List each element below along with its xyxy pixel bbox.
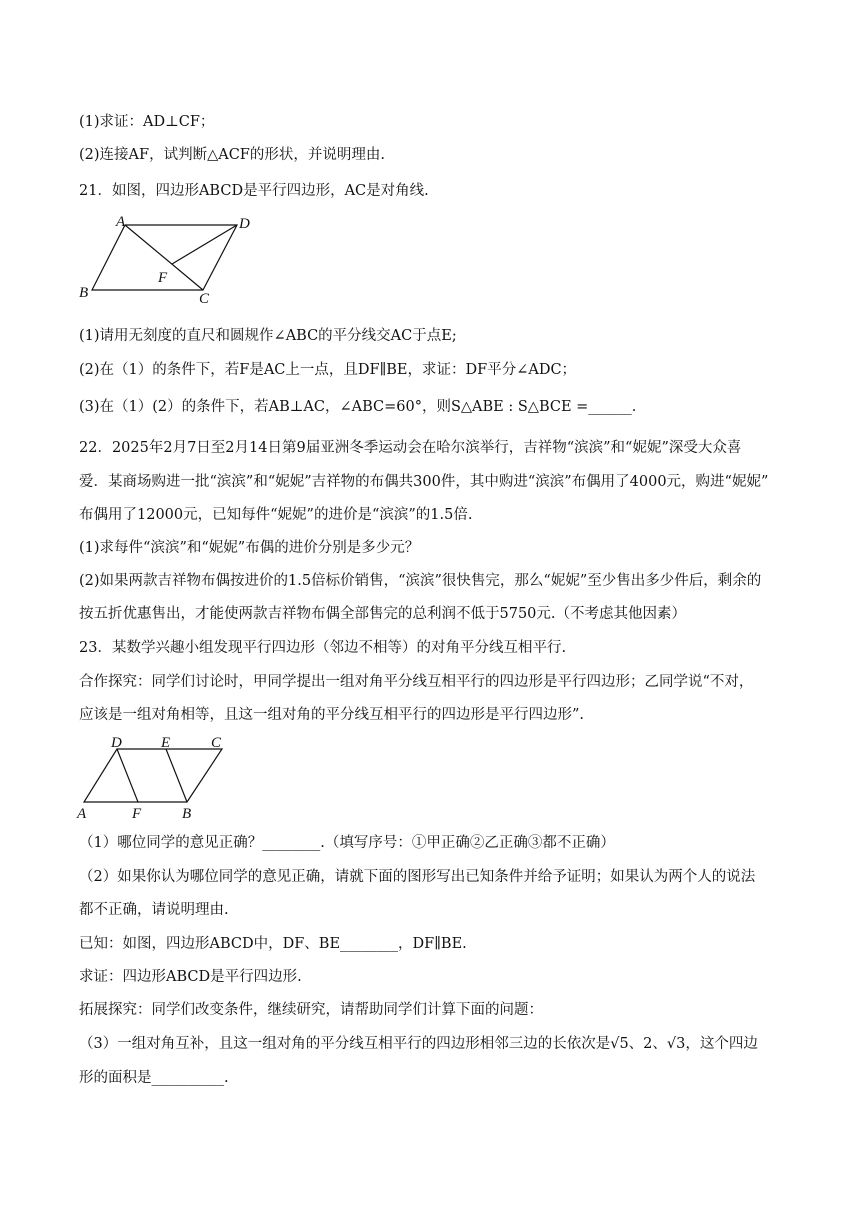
q21-part2: (2)在（1）的条件下，若F是AC上一点，且DF∥BE，求证：DF平分∠ADC； <box>79 362 577 378</box>
q22-part2-line1: (2)如果两款吉祥物布偶按进价的1.5倍标价销售，“滨滨”很快售完，那么“妮妮”至少售出多少件后，剩余的 <box>79 573 762 589</box>
q21-label-a: A <box>116 214 126 230</box>
q23-quadrilateral <box>84 749 222 802</box>
q22-part1: (1)求每件“滨滨”和“妮妮”布偶的进价分别是多少元？ <box>79 540 420 556</box>
q22-part2-line2: 按五折优惠售出，才能使两款吉祥物布偶全部售完的总利润不低于5750元.（不考虑其他因素） <box>79 606 687 622</box>
q23-stem: 23．某数学兴趣小组发现平行四边形（邻边不相等）的对角平分线互相平行. <box>79 640 567 656</box>
q23-label-d: D <box>111 735 122 751</box>
q23-segment-be <box>166 749 187 802</box>
q20-part2: (2)连接AF，试判断△ACF的形状，并说明理由. <box>79 147 385 163</box>
q22-stem-line2: 爱．某商场购进一批“滨滨”和“妮妮”吉祥物的布偶共300件，其中购进“滨滨”布偶用了4000元，购进“妮妮” <box>79 474 769 490</box>
q23-figure <box>74 733 234 823</box>
q23-label-a: A <box>77 806 87 822</box>
q21-figure <box>78 210 258 306</box>
q22-stem-line1: 22．2025年2月7日至2月14日第9届亚洲冬季运动会在哈尔滨举行，吉祥物“滨滨”和“妮妮”深受大众喜 <box>79 440 742 456</box>
q23-extend: 拓展探究：同学们改变条件，继续研究，请帮助同学们计算下面的问题： <box>79 1002 543 1018</box>
q21-label-c: C <box>199 291 210 306</box>
q21-label-f: F <box>158 270 168 286</box>
q23-label-f: F <box>132 806 142 822</box>
q23-segment-df <box>117 749 138 802</box>
q23-label-b: B <box>182 806 192 822</box>
q20-part1: (1)求证：AD⊥CF； <box>79 114 215 130</box>
q21-part1: (1)请用无刻度的直尺和圆规作∠ABC的平分线交AC于点E; <box>79 328 457 344</box>
q21-stem: 21．如图，四边形ABCD是平行四边形，AC是对角线. <box>79 183 429 199</box>
q23-part3-line2: 形的面积是__________. <box>79 1070 229 1086</box>
q21-label-d: D <box>239 216 250 232</box>
q21-part3: (3)在（1）(2）的条件下，若AB⊥AC，∠ABC=60°，则S△ABE : S△BCE =______. <box>79 399 637 415</box>
q23-part1: （1）哪位同学的意见正确？________.（填写序号：①甲正确②乙正确③都不正确） <box>79 835 615 851</box>
q23-label-c: C <box>211 735 222 751</box>
q23-given: 已知：如图，四边形ABCD中，DF、BE________，DF∥BE. <box>79 936 467 952</box>
q21-label-b: B <box>79 285 89 301</box>
q23-explore-line1: 合作探究：同学们讨论时，甲同学提出一组对角平分线互相平行的四边形是平行四边形；乙同学说“不对， <box>79 674 754 690</box>
q23-prove: 求证：四边形ABCD是平行四边形. <box>79 969 302 985</box>
q23-part2-line2: 都不正确，请说明理由. <box>79 902 229 918</box>
q22-stem-line3: 布偶用了12000元，已知每件“妮妮”的进价是“滨滨”的1.5倍. <box>79 507 473 523</box>
q23-explore-line2: 应该是一组对角相等，且这一组对角的平分线互相平行的四边形是平行四边形”. <box>79 707 585 723</box>
q23-part2-line1: （2）如果你认为哪位同学的意见正确，请就下面的图形写出已知条件并给予证明；如果认为两个人的说法 <box>79 869 756 885</box>
q23-label-e: E <box>161 735 171 751</box>
q23-part3-line1: （3）一组对角互补，且这一组对角的平分线互相平行的四边形相邻三边的长依次是√5、2、√3，这个四边 <box>79 1036 758 1052</box>
